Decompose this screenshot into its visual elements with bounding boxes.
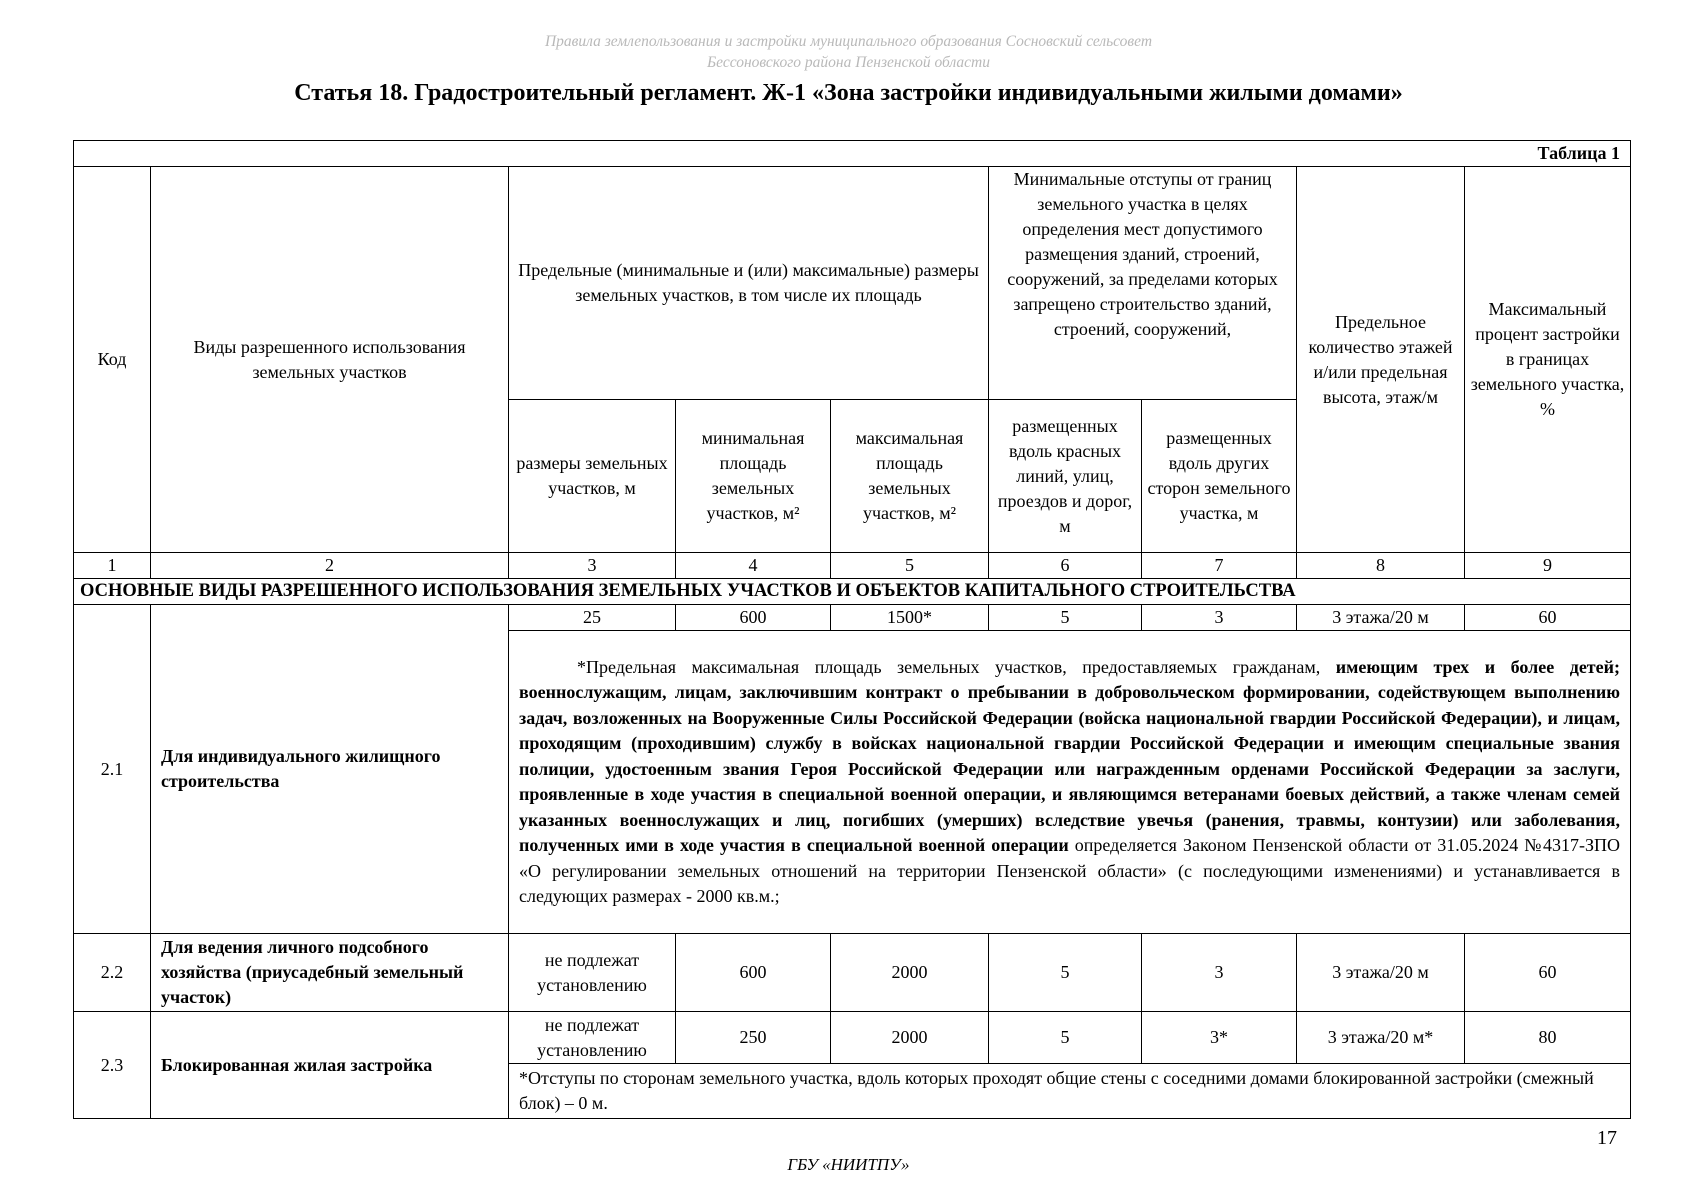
row-name: Для индивидуального жилищного строительства	[151, 605, 509, 934]
header-along-other: размещенных вдоль других сторон земельного участка, м	[1142, 400, 1297, 553]
running-header-line2: Бессоновского района Пензенской области	[707, 54, 990, 71]
col-number: 6	[989, 553, 1142, 579]
row-note: *Отступы по сторонам земельного участка, вдоль которых проходят общие стены с соседними домами блокированной застройки (смежный блок) – 0 м.	[509, 1064, 1631, 1119]
setback-red-value: 5	[989, 605, 1142, 631]
row-note	[509, 631, 1631, 934]
col-number: 7	[1142, 553, 1297, 579]
note-text-start: *Предельная максимальная площадь земельных участков, предоставляемых гражданам,	[577, 656, 1336, 677]
page-number: 17	[1597, 1127, 1617, 1149]
header-limits-group: Предельные (минимальные и (или) максимальные) размеры земельных участков, в том числе их площадь	[509, 167, 989, 400]
row-code: 2.1	[74, 605, 151, 934]
min-area-value: 600	[676, 605, 831, 631]
percent-value: 80	[1465, 1012, 1631, 1064]
table-row	[74, 605, 1631, 631]
min-area-value: 250	[676, 1012, 831, 1064]
row-name: Для ведения личного подсобного хозяйства (приусадебный земельный участок)	[151, 934, 509, 1012]
running-header-line1: Правила землепользования и застройки муниципального образования Сосновский сельсовет	[544, 33, 1153, 50]
plot-size-value: 25	[509, 605, 676, 631]
regulation-table	[73, 140, 1631, 1119]
col-number: 1	[74, 553, 151, 579]
setback-red-value: 5	[989, 1012, 1142, 1064]
max-area-value: 1500*	[831, 605, 989, 631]
min-area-value: 600	[676, 934, 831, 1012]
section-title: ОСНОВНЫЕ ВИДЫ РАЗРЕШЕННОГО ИСПОЛЬЗОВАНИЯ ЗЕМЕЛЬНЫХ УЧАСТКОВ И ОБЪЕКТОВ КАПИТАЛЬНОГО СТРОИТЕЛЬСТВА	[74, 579, 1631, 605]
table-row	[74, 934, 1631, 1012]
header-min-area: минимальная площадь земельных участков, м²	[676, 400, 831, 553]
floors-value: 3 этажа/20 м	[1297, 605, 1465, 631]
note-text-bold: имеющим трех и более детей; военнослужащим, лицам, заключившим контракт о пребывании в добровольческом формировании, содействующем выполнению задач, возложенных на Вооруженные Силы Российской Федерации (войска национальной гвардии Российской Федерации), и лицам, проходящим (проходившим) службу в войсках национальной гвардии Российской Федерации и имеющим специальные звания полиции, удостоенным звания Героя Российской Федерации или награжденным орденами Российской Федерации за заслуги, проявленные в ходе участия в специальной военной операции, и являющимся ветеранами боевых действий, а также членам семей указанных военнослужащих и лиц, погибших (умерших) вследствие увечья (ранения, травмы, контузии) или заболевания, полученных ими в ходе участия в специальной военной операции	[519, 656, 1620, 855]
col-number: 9	[1465, 553, 1631, 579]
running-header	[0, 31, 1697, 73]
row-code: 2.2	[74, 934, 151, 1012]
header-max-area: максимальная площадь земельных участков, м²	[831, 400, 989, 553]
plot-size-value: не подлежат установлению	[509, 934, 676, 1012]
setback-other-value: 3	[1142, 605, 1297, 631]
row-code: 2.3	[74, 1012, 151, 1119]
plot-size-value: не подлежат установлению	[509, 1012, 676, 1064]
row-name: Блокированная жилая застройка	[151, 1012, 509, 1119]
setback-other-value: 3	[1142, 934, 1297, 1012]
header-use-types: Виды разрешенного использования земельных участков	[151, 167, 509, 553]
percent-value: 60	[1465, 605, 1631, 631]
article-title: Статья 18. Градостроительный регламент. Ж-1 «Зона застройки индивидуальными жилыми домами»	[294, 80, 1403, 106]
table-row	[74, 1012, 1631, 1064]
col-number: 8	[1297, 553, 1465, 579]
floors-value: 3 этажа/20 м	[1297, 934, 1465, 1012]
header-floors: Предельное количество этажей и/или предельная высота, этаж/м	[1297, 167, 1465, 553]
col-number: 2	[151, 553, 509, 579]
max-area-value: 2000	[831, 1012, 989, 1064]
col-number: 4	[676, 553, 831, 579]
note-text-end: определяется Законом Пензенской области от 31.05.2024 №4317-ЗПО «О регулировании земельных отношений на территории Пензенской области» (с последующими изменениями) и устанавливается в следующих размерах - 2000 кв.м.;	[519, 835, 1620, 906]
header-along-red: размещенных вдоль красных линий, улиц, проездов и дорог, м	[989, 400, 1142, 553]
header-max-percent: Максимальный процент застройки в границах земельного участка, %	[1465, 167, 1631, 553]
header-plot-sizes: размеры земельных участков, м	[509, 400, 676, 553]
header-setbacks-group: Минимальные отступы от границ земельного участка в целях определения мест допустимого размещения зданий, строений, сооружений, за пределами которых запрещено строительство зданий, строений, сооружений,	[989, 167, 1297, 400]
footer: ГБУ «НИИТПУ»	[787, 1155, 910, 1174]
col-number: 3	[509, 553, 676, 579]
table-label: Таблица 1	[74, 141, 1631, 167]
setback-other-value: 3*	[1142, 1012, 1297, 1064]
floors-value: 3 этажа/20 м*	[1297, 1012, 1465, 1064]
max-area-value: 2000	[831, 934, 989, 1012]
col-number: 5	[831, 553, 989, 579]
setback-red-value: 5	[989, 934, 1142, 1012]
percent-value: 60	[1465, 934, 1631, 1012]
header-code: Код	[74, 167, 151, 553]
